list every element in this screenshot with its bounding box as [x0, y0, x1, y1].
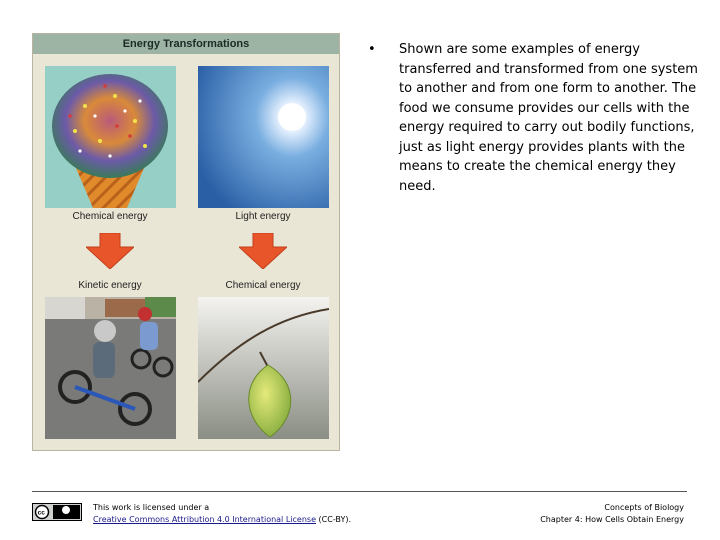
chapter-title: Chapter 4: How Cells Obtain Energy: [540, 515, 684, 524]
chemical-energy-label: Chemical energy: [72, 211, 148, 222]
cc-icon: cc: [37, 509, 45, 517]
book-title: Concepts of Biology: [604, 503, 684, 512]
sun-photo: [198, 66, 329, 208]
ice-cream-photo: [45, 66, 176, 208]
cc-by-license-badge: [32, 503, 82, 521]
light-energy-label: Light energy: [235, 211, 291, 222]
children-biking-photo: [45, 297, 176, 439]
down-arrow-icon: [86, 233, 134, 269]
book-info: [540, 502, 684, 526]
figure-title: Energy Transformations: [33, 34, 339, 54]
license-prefix: This work is licensed under a: [93, 503, 210, 512]
chemical-energy-label: Chemical energy: [225, 280, 301, 291]
down-arrow-icon: [239, 233, 287, 269]
leaf-photo: [198, 297, 329, 439]
license-notice: [93, 502, 351, 526]
bullet-paragraph: Shown are some examples of energy transferred and transformed from one system to another and from one form to another. The food we consume provides our cells with the energy required to carry out bodily functions, just as light energy provides plants with the means to create the chemical energy they need.: [399, 42, 698, 194]
kinetic-energy-label: Kinetic energy: [78, 280, 142, 291]
energy-transformations-figure: [32, 33, 340, 451]
footer-divider: [32, 491, 687, 492]
license-suffix: (CC-BY).: [315, 515, 352, 524]
bullet-marker: •: [368, 42, 376, 57]
license-link[interactable]: Creative Commons Attribution 4.0 International License: [93, 515, 316, 524]
